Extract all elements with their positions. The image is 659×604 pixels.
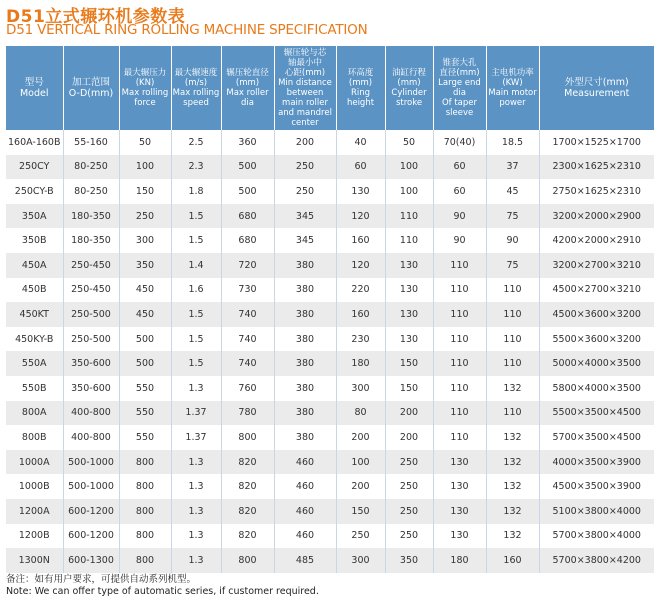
table-cell: 250-450 [63,253,119,278]
column-header [336,46,385,130]
table-cell: 1700×1525×1700 [539,130,654,155]
table-row [6,401,654,426]
table-cell: 120 [336,204,385,229]
table-cell: 4500×2700×3210 [539,278,654,303]
table-cell: 380 [274,351,336,376]
table-row [6,548,654,573]
table-cell: 250 [274,179,336,204]
column-header [539,46,654,130]
column-header-line: Max rolling [121,88,169,98]
column-header-line: Ring height [346,88,375,108]
table-row [6,327,654,352]
table-cell: 300 [336,376,385,401]
table-cell: 820 [221,450,274,475]
table-cell: 75 [486,253,539,278]
table-cell: 820 [221,474,274,499]
table-cell: 132 [486,499,539,524]
table-cell: 250CY-B [6,179,63,204]
table-cell: 300 [336,548,385,573]
column-header-line: Max roller [226,88,269,98]
column-header-line: 锥套大孔 [442,58,477,68]
table-cell: 250 [385,450,433,475]
table-cell: 80-250 [63,179,119,204]
table-cell: 5800×4000×3500 [539,376,654,401]
table-row [6,474,654,499]
table-cell: 1.37 [171,425,221,450]
column-header-line: Of taper sleeve [441,98,478,118]
table-cell: 380 [274,401,336,426]
table-cell: 680 [221,228,274,253]
table-cell: 180-350 [63,228,119,253]
table-cell: 100 [336,450,385,475]
table-cell: 5100×3800×4000 [539,499,654,524]
table-cell: 800 [221,425,274,450]
table-cell: 485 [274,548,336,573]
table-cell: 1000A [6,450,63,475]
table-cell: 120 [336,253,385,278]
table-cell: 250 [336,524,385,549]
table-cell: 50 [385,130,433,155]
table-cell: 345 [274,204,336,229]
table-row [6,351,654,376]
column-header-line: between main roller [282,88,328,108]
table-cell: 600-1200 [63,499,119,524]
table-cell: 380 [274,327,336,352]
table-cell: 150 [385,376,433,401]
column-header-line: 最大辗压力 [123,68,167,78]
table-cell: 2.3 [171,155,221,180]
column-header-line: (m/s) [184,78,208,88]
table-header-row [6,46,654,130]
table-cell: 230 [336,327,385,352]
table-cell: 75 [486,204,539,229]
table-cell: 100 [385,155,433,180]
table-cell: 1.8 [171,179,221,204]
table-cell: 4000×3500×3900 [539,450,654,475]
column-header-line: 心距(mm) [284,68,326,78]
table-cell: 350-600 [63,351,119,376]
column-header-line: 油缸行程 [391,68,426,78]
table-cell: 450A [6,253,63,278]
table-cell: 200 [336,425,385,450]
table-cell: 450B [6,278,63,303]
table-cell: 380 [274,302,336,327]
table-cell: 350 [385,548,433,573]
column-header-line: Measurement [564,88,630,99]
column-header [221,46,274,130]
column-header-line: 型号 [24,77,44,88]
table-cell: 220 [336,278,385,303]
table-cell: 350B [6,228,63,253]
table-cell: 132 [486,474,539,499]
table-row [6,278,654,303]
table-cell: 50 [119,130,171,155]
column-header-line: stroke [395,98,423,108]
table-cell: 160 [336,228,385,253]
table-cell: 250 [385,474,433,499]
table-cell: 380 [274,278,336,303]
table-cell: 360 [221,130,274,155]
table-cell: 250-450 [63,278,119,303]
table-cell: 350A [6,204,63,229]
table-cell: 60 [433,179,486,204]
table-cell: 132 [486,450,539,475]
table-cell: 60 [433,155,486,180]
table-cell: 460 [274,499,336,524]
table-cell: 1.6 [171,278,221,303]
table-cell: 550 [119,425,171,450]
table-cell: 550 [119,401,171,426]
table-cell: 37 [486,155,539,180]
table-cell: 800 [119,474,171,499]
table-cell: 2750×1625×2310 [539,179,654,204]
column-header-line: Model [19,88,49,99]
table-cell: 800B [6,425,63,450]
table-cell: 132 [486,524,539,549]
table-cell: 250-500 [63,327,119,352]
table-cell: 300 [119,228,171,253]
column-header-line: and mandrel center [278,108,332,128]
column-header-line: 直径(mm) [439,68,480,78]
table-cell: 100 [119,155,171,180]
table-cell: 5500×3600×3200 [539,327,654,352]
table-cell: 180-350 [63,204,119,229]
table-cell: 450KY-B [6,327,63,352]
note-chinese: 备注：如有用户要求，可提供自动系列机型。 [6,574,197,585]
table-cell: 500 [119,327,171,352]
column-header-line: dia [241,98,254,108]
note-english: Note: We can offer type of automatic series, if customer required. [6,586,319,597]
table-cell: 1.3 [171,474,221,499]
table-row [6,499,654,524]
table-cell: 132 [486,376,539,401]
table-cell: 4200×2000×2910 [539,228,654,253]
table-cell: 250CY [6,155,63,180]
table-cell: 500 [119,351,171,376]
table-cell: 130 [385,302,433,327]
table-cell: 160 [486,548,539,573]
column-header-line: force [134,98,156,108]
table-cell: 70(40) [433,130,486,155]
table-cell: 45 [486,179,539,204]
column-header [119,46,171,130]
column-header-line: power [499,98,526,108]
table-cell: 5000×4000×3500 [539,351,654,376]
table-cell: 180 [336,351,385,376]
table-cell: 110 [433,376,486,401]
table-row [6,450,654,475]
table-cell: 800 [119,524,171,549]
table-cell: 800 [221,548,274,573]
specification-table [6,46,654,573]
column-header [385,46,433,130]
table-cell: 600-1300 [63,548,119,573]
table-cell: 1.37 [171,401,221,426]
table-row [6,228,654,253]
table-cell: 200 [385,425,433,450]
table-cell: 250 [385,524,433,549]
table-cell: 680 [221,204,274,229]
table-cell: 1.5 [171,302,221,327]
column-header-line: Main motor [488,88,537,98]
table-cell: 500 [221,155,274,180]
column-header-line: (mm) [235,78,260,88]
column-header-line: (mm) [348,78,373,88]
column-header-line: 加工范围 [71,77,110,88]
column-header-line: speed [183,98,209,108]
table-cell: 2300×1625×2310 [539,155,654,180]
table-cell: 110 [433,351,486,376]
column-header [486,46,539,130]
table-cell: 4500×3500×3900 [539,474,654,499]
column-header-line: Large end dia [438,78,481,98]
table-cell: 500-1000 [63,474,119,499]
table-cell: 130 [433,450,486,475]
table-cell: 350-600 [63,376,119,401]
table-cell: 5700×3500×4500 [539,425,654,450]
table-cell: 130 [433,524,486,549]
table-cell: 730 [221,278,274,303]
table-row [6,253,654,278]
table-row [6,524,654,549]
page-title-chinese: D51立式辗环机参数表 [6,7,186,27]
table-cell: 1200A [6,499,63,524]
table-cell: 800 [119,450,171,475]
table-cell: 1.3 [171,376,221,401]
table-cell: 40 [336,130,385,155]
table-cell: 110 [433,425,486,450]
table-cell: 1.5 [171,228,221,253]
table-cell: 460 [274,524,336,549]
table-cell: 130 [433,499,486,524]
table-cell: 380 [274,253,336,278]
table-cell: 250 [119,204,171,229]
table-cell: 740 [221,351,274,376]
table-cell: 110 [486,278,539,303]
table-cell: 160A-160B [6,130,63,155]
column-header-line: 环高度 [347,68,374,78]
table-cell: 110 [385,228,433,253]
table-cell: 1.5 [171,204,221,229]
column-header-line: 外型尺寸(mm) [564,77,629,88]
table-cell: 350 [119,253,171,278]
table-row [6,425,654,450]
table-cell: 130 [336,179,385,204]
table-row [6,204,654,229]
table-cell: 1200B [6,524,63,549]
table-row [6,155,654,180]
table-row [6,130,654,155]
column-header-line: Max rolling [172,88,220,98]
table-cell: 5500×3500×4500 [539,401,654,426]
table-cell: 3200×2000×2900 [539,204,654,229]
column-header-line: 辗压轮直径 [226,68,269,78]
table-cell: 500 [221,179,274,204]
table-cell: 500-1000 [63,450,119,475]
column-header [6,46,63,130]
table-cell: 90 [433,204,486,229]
table-cell: 110 [433,302,486,327]
table-cell: 380 [274,425,336,450]
table-cell: 550 [119,376,171,401]
table-cell: 250 [274,155,336,180]
table-cell: 55-160 [63,130,119,155]
table-body [6,130,654,573]
table-cell: 460 [274,474,336,499]
table-cell: 4500×3600×3200 [539,302,654,327]
table-cell: 550B [6,376,63,401]
column-header-line: O-D(mm) [68,88,114,99]
table-cell: 110 [486,401,539,426]
table-cell: 820 [221,499,274,524]
table-cell: 2.5 [171,130,221,155]
table-cell: 130 [385,327,433,352]
table-cell: 5700×3800×4000 [539,524,654,549]
column-header-line: 最大辗速度 [174,68,218,78]
table-cell: 760 [221,376,274,401]
column-header [171,46,221,130]
table-cell: 110 [486,302,539,327]
table-cell: 450 [119,278,171,303]
table-cell: 110 [486,327,539,352]
table-row [6,302,654,327]
table-cell: 450 [119,302,171,327]
table-cell: 740 [221,302,274,327]
table-cell: 720 [221,253,274,278]
table-cell: 550A [6,351,63,376]
table-cell: 780 [221,401,274,426]
column-header-line: 辗压轮与芯 [283,48,327,58]
column-header-line: Cylinder [391,88,427,98]
table-cell: 110 [385,204,433,229]
table-cell: 1.3 [171,524,221,549]
table-cell: 250-500 [63,302,119,327]
column-header-line: (KN) [135,78,155,88]
column-header-line: (KW) [502,78,523,88]
table-cell: 1.5 [171,327,221,352]
table-cell: 250 [385,499,433,524]
table-cell: 400-800 [63,425,119,450]
table-cell: 1.3 [171,499,221,524]
table-cell: 110 [433,327,486,352]
table-cell: 18.5 [486,130,539,155]
table-cell: 90 [433,228,486,253]
table-cell: 150 [385,351,433,376]
table-row [6,376,654,401]
table-cell: 5700×3800×4200 [539,548,654,573]
table-cell: 450KT [6,302,63,327]
column-header-line: 轴最小中 [287,58,322,68]
column-header [274,46,336,130]
column-header-line: (mm) [397,78,421,88]
table-cell: 1300N [6,548,63,573]
column-header-line: Min distance [278,78,332,88]
table-cell: 150 [336,499,385,524]
table-cell: 740 [221,327,274,352]
table-cell: 800A [6,401,63,426]
table-row [6,179,654,204]
table-cell: 150 [119,179,171,204]
table-cell: 180 [433,548,486,573]
table-cell: 130 [385,253,433,278]
column-header [433,46,486,130]
table-cell: 800 [119,548,171,573]
table-cell: 800 [119,499,171,524]
table-cell: 600-1200 [63,524,119,549]
table-cell: 130 [433,474,486,499]
table-cell: 820 [221,524,274,549]
table-cell: 60 [336,155,385,180]
table-cell: 3200×2700×3210 [539,253,654,278]
table-cell: 80 [336,401,385,426]
table-cell: 110 [433,278,486,303]
table-cell: 460 [274,450,336,475]
table-cell: 110 [433,253,486,278]
table-cell: 160 [336,302,385,327]
table-cell: 1.4 [171,253,221,278]
column-header-line: 主电机功率 [491,68,534,78]
table-cell: 130 [385,278,433,303]
column-header [63,46,119,130]
table-cell: 200 [336,474,385,499]
table-cell: 200 [274,130,336,155]
table-cell: 400-800 [63,401,119,426]
table-cell: 132 [486,425,539,450]
table-cell: 380 [274,376,336,401]
table-cell: 80-250 [63,155,119,180]
table-cell: 100 [385,179,433,204]
page-title-english: D51 VERTICAL RING ROLLING MACHINE SPECIFICATION [6,22,368,38]
table-cell: 200 [385,401,433,426]
table-cell: 1.3 [171,548,221,573]
table-cell: 90 [486,228,539,253]
table-cell: 110 [433,401,486,426]
table-cell: 1.3 [171,450,221,475]
table-cell: 345 [274,228,336,253]
table-cell: 1000B [6,474,63,499]
table-cell: 110 [486,351,539,376]
table-cell: 1.5 [171,351,221,376]
